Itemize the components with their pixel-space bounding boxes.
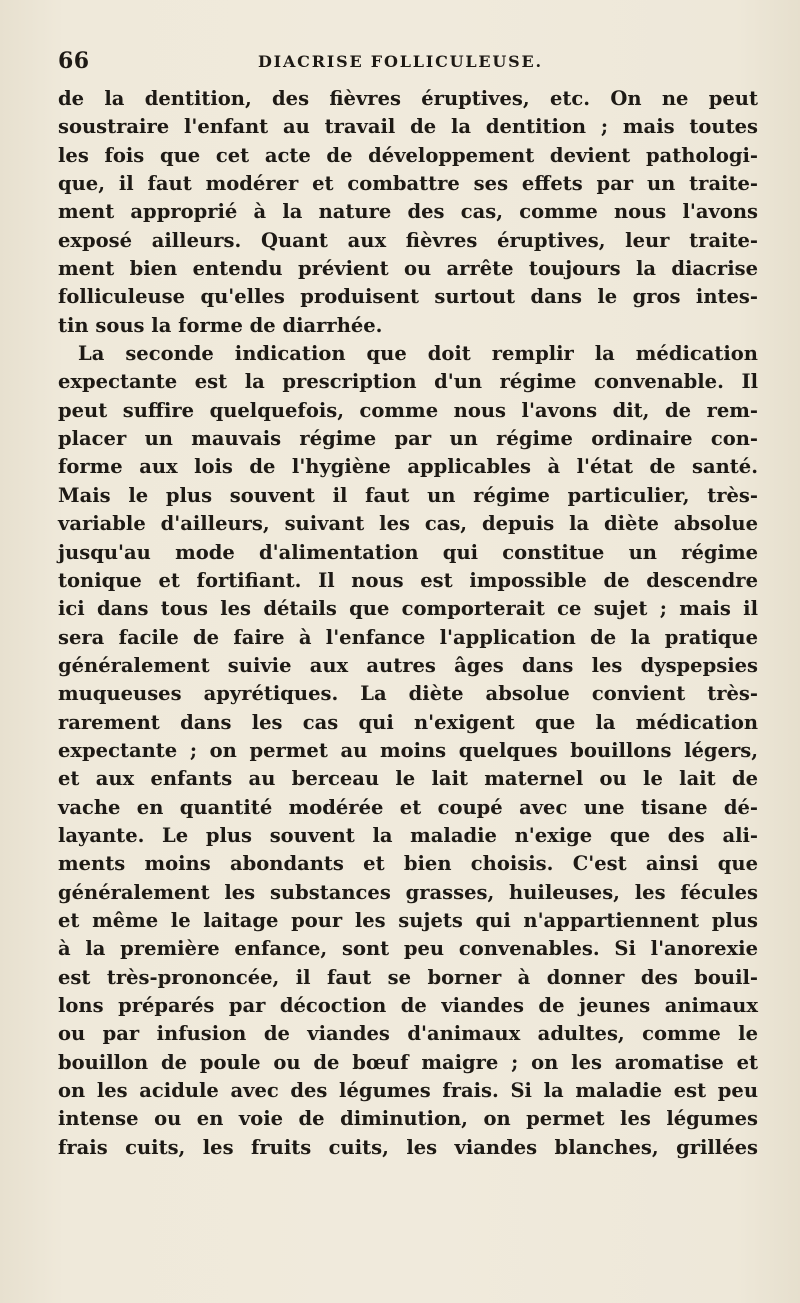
text-line: généralement les substances grasses, huileuses, les fécules xyxy=(58,880,758,904)
text-line: tin sous la forme de diarrhée. xyxy=(58,313,383,337)
text-line: ou par infusion de viandes d'animaux adultes, comme le xyxy=(58,1022,758,1046)
page-number: 66 xyxy=(58,48,90,74)
page-header xyxy=(58,48,758,78)
text-line: vache en quantité modérée et coupé avec une tisane dé- xyxy=(58,795,758,819)
text-line: jusqu'au mode d'alimentation qui constitue un régime xyxy=(58,540,758,564)
text-line: frais cuits, les fruits cuits, les viandes blanches, grillées xyxy=(58,1135,758,1159)
text-line: et même le laitage pour les sujets qui n'appartiennent plus xyxy=(58,908,758,932)
paragraph-start-line: La seconde indication que doit remplir la médication xyxy=(78,342,758,366)
text-line: généralement suivie aux autres âges dans les dyspepsies xyxy=(58,653,758,677)
text-line: placer un mauvais régime par un régime ordinaire con- xyxy=(58,427,758,451)
text-line: ments moins abondants et bien choisis. C'est ainsi que xyxy=(58,852,758,876)
text-line: que, il faut modérer et combattre ses effets par un traite- xyxy=(58,172,758,196)
text-line: ment bien entendu prévient ou arrête toujours la diacrise xyxy=(58,257,758,281)
text-line: à la première enfance, sont peu convenables. Si l'anorexie xyxy=(58,937,758,961)
text-line: peut suffire quelquefois, comme nous l'avons dit, de rem- xyxy=(58,398,758,422)
text-line: les fois que cet acte de développement devient pathologi- xyxy=(58,143,758,167)
text-line: intense ou en voie de diminution, on permet les légumes xyxy=(58,1107,758,1131)
text-line: de la dentition, des fièvres éruptives, etc. On ne peut xyxy=(58,87,758,110)
running-title: DIACRISE FOLLICULEUSE. xyxy=(258,52,543,71)
text-line: ici dans tous les détails que comporterait ce sujet ; mais il xyxy=(58,597,758,621)
text-line: ment approprié à la nature des cas, comme nous l'avons xyxy=(58,200,758,224)
text-line: et aux enfants au berceau le lait maternel ou le lait de xyxy=(58,767,758,791)
text-line: Mais le plus souvent il faut un régime particulier, très- xyxy=(58,483,758,507)
text-line: forme aux lois de l'hygiène applicables à l'état de santé. xyxy=(58,455,758,479)
text-line: layante. Le plus souvent la maladie n'exige que des ali- xyxy=(58,823,758,847)
text-line: sera facile de faire à l'enfance l'application de la pratique xyxy=(58,625,758,649)
text-line: soustraire l'enfant au travail de la dentition ; mais toutes xyxy=(58,115,758,139)
text-line: rarement dans les cas qui n'exigent que la médication xyxy=(58,710,758,734)
text-line: bouillon de poule ou de bœuf maigre ; on les aromatise et xyxy=(58,1050,758,1074)
text-line: tonique et fortifiant. Il nous est impossible de descendre xyxy=(58,568,758,592)
text-line: expectante ; on permet au moins quelques bouillons légers, xyxy=(58,738,758,762)
text-line: exposé ailleurs. Quant aux fièvres éruptives, leur traite- xyxy=(58,228,758,252)
text-line: expectante est la prescription d'un régime convenable. Il xyxy=(58,370,758,394)
text-line: folliculeuse qu'elles produisent surtout dans le gros intes- xyxy=(58,285,758,309)
text-line: muqueuses apyrétiques. La diète absolue convient très- xyxy=(58,682,758,706)
text-line: variable d'ailleurs, suivant les cas, depuis la diète absolue xyxy=(58,512,758,536)
text-line: on les acidule avec des légumes frais. Si la maladie est peu xyxy=(58,1079,758,1103)
text-line: lons préparés par décoction de viandes de jeunes animaux xyxy=(58,994,758,1017)
body-text xyxy=(58,85,758,1162)
text-line: est très-prononcée, il faut se borner à donner des bouil- xyxy=(58,965,758,989)
